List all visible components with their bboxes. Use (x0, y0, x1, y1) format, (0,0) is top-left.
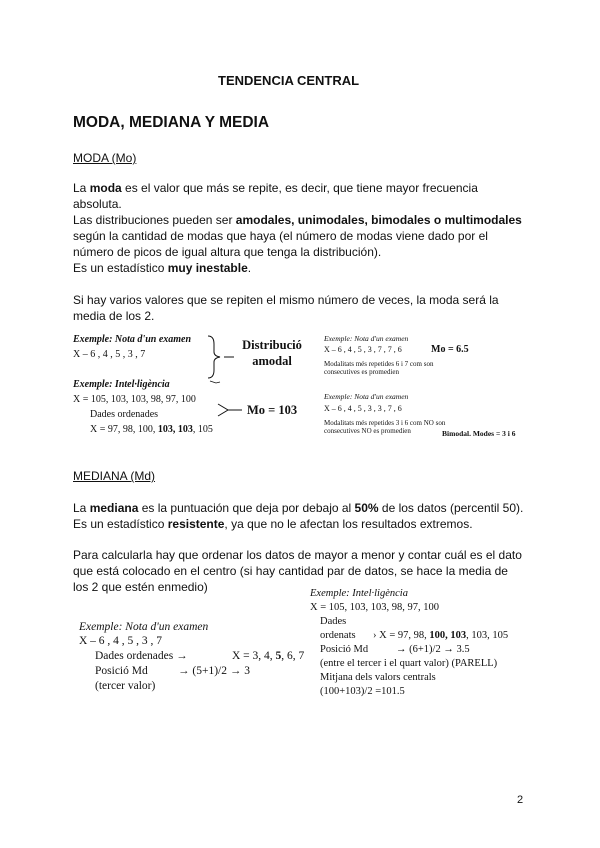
r-position-label: Posició Md (320, 644, 369, 655)
ex2-ordered-label: Dades ordenades (90, 409, 159, 420)
r-data: X = 105, 103, 103, 98, 97, 100 (310, 602, 440, 613)
l-title: Exemple: Nota d'un examen (79, 621, 209, 633)
page-number: 2 (517, 794, 524, 806)
ex1-data: X – 6 , 4 , 5 , 3 , 7 (73, 349, 146, 360)
r-entre: (entre el tercer i el quart valor) (PARELL) (320, 658, 498, 669)
r1-title: Exemple: Nota d'un examen (324, 334, 409, 343)
r-ordered-label: ordenats (320, 630, 356, 641)
page-title: TENDENCIA CENTRAL (218, 73, 360, 88)
l-position-label: Posició Md (95, 665, 148, 677)
mediana-paragraph-1: La mediana es la puntuación que deja por debajo al 50% de los datos (percentil 50). Es un estadístico resistente, ya que no le afectan los resultados extremos. (73, 501, 524, 531)
r2-bimodal: Bimodal. Modes = 3 i 6 (442, 429, 516, 438)
r-ordered-values: › X = 97, 98, 100, 103, 103, 105 (373, 630, 509, 641)
brace-icon (204, 334, 240, 380)
r1-mo: Mo = 6.5 (431, 344, 469, 355)
arrow-icon (216, 401, 246, 419)
l-ordered-values: X = 3, 4, 5, 6, 7 (232, 650, 305, 662)
l-position-value: → (5+1)/2 → 3 (178, 665, 250, 677)
ex2-ordered-values: X = 97, 98, 100, 103, 103, 105 (90, 424, 213, 435)
r1-data: X – 6 , 4 , 5 , 3 , 7 , 7 , 6 (324, 345, 402, 354)
moda-paragraph-1: La moda es el valor que más se repite, es decir, que tiene mayor frecuencia absoluta. Las distribuciones pueden ser amodales, unimodales, bimodales o multimodales según la cantidad de modas que haya (el número de modas viene dado por el número de picos de igual altura que tenga la distribución). Es un estadístico muy inestable. (73, 181, 522, 275)
tick-mark (208, 377, 222, 389)
moda-subheading: MODA (Mo) (73, 151, 137, 165)
mediana-subheading: MEDIANA (Md) (73, 469, 156, 483)
r2-data: X – 6 , 4 , 5 , 3 , 3 , 7 , 6 (324, 404, 402, 413)
r-mitjana: Mitjana dels valors centrals (320, 672, 436, 683)
amodal-label: Distribució amodal (242, 338, 302, 368)
ex2-title: Exemple: Intel·ligència (73, 379, 170, 390)
r-dades: Dades (320, 616, 347, 627)
r1-note: Modalitats més repetides 6 i 7 com son consecutives es promedien (324, 360, 434, 376)
section-heading: MODA, MEDIANA Y MEDIA (73, 114, 270, 131)
l-tercer: (tercer valor) (95, 680, 156, 692)
r-title: Exemple: Intel·ligència (310, 588, 408, 599)
r-calc: (100+103)/2 =101.5 (320, 686, 405, 697)
r-position-value: → (6+1)/2 → 3.5 (396, 644, 470, 655)
moda-paragraph-2: Si hay varios valores que se repiten el mismo número de veces, la moda será la media de los 2. (73, 293, 499, 323)
r2-note: Modalitats més repetides 3 i 6 com NO son consecutives NO es promedien (324, 419, 446, 435)
mediana-paragraph-2: Para calcularla hay que ordenar los datos de mayor a menor y contar cuál es el dato que está colocado en el centro (si hay cantidad par de datos, se hace la media de los 2 que estén enmedio) (73, 548, 522, 594)
r2-title: Exemple: Nota d'un examen (324, 392, 409, 401)
mo-103-label: Mo = 103 (247, 403, 298, 417)
l-ordered-label: Dades ordenades → (95, 650, 188, 662)
ex2-data: X = 105, 103, 103, 98, 97, 100 (73, 394, 196, 405)
ex1-title: Exemple: Nota d'un examen (73, 334, 192, 345)
l-data: X – 6 , 4 , 5 , 3 , 7 (79, 635, 163, 647)
